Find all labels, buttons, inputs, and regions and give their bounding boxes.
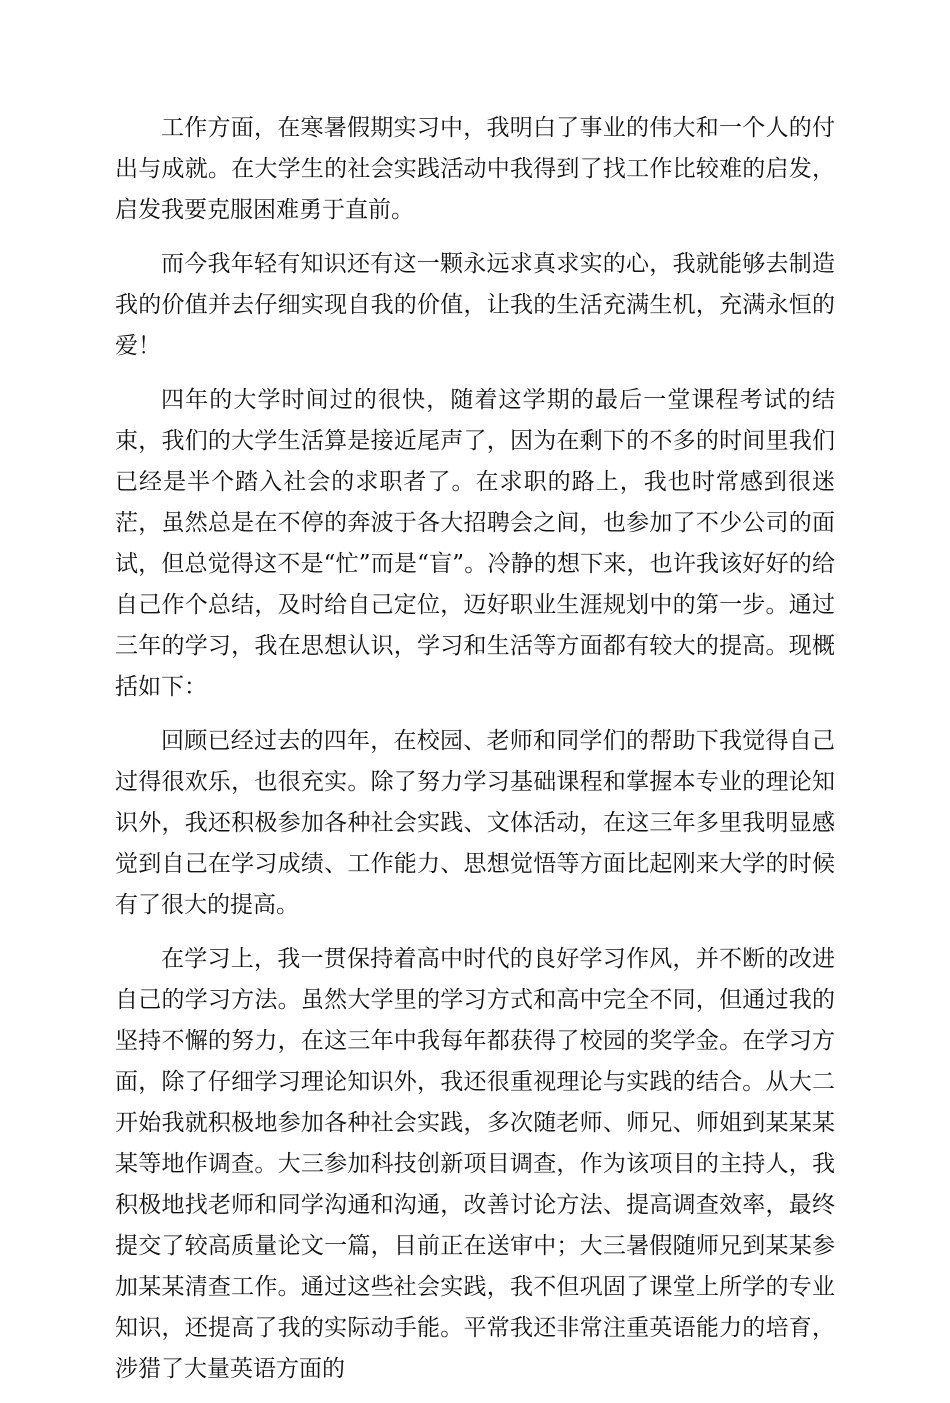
paragraph-work-experience: 工作方面，在寒暑假期实习中，我明白了事业的伟大和一个人的付出与成就。在大学生的社会实践活动中我得到了找工作比较难的启发，启发我要克服困难勇于直前。 bbox=[115, 115, 835, 223]
paragraph-study: 在学习上，我一贯保持着高中时代的良好学习作风，并不断的改进自己的学习方法。虽然大学里的学习方式和高中完全不同，但通过我的坚持不懈的努力，在这三年中我每年都获得了校园的奖学金。在学习方面，除了仔细学习理论知识外，我还很重视理论与实践的结合。从大二开始我就积极地参加各种社会实践，多次随老师、师兄、师姐到某某某某等地作调查。大三参加科技创新项目调查，作为该项目的主持人，我积极地找老师和同学沟通和沟通，改善讨论方法、提高调查效率，最终提交了较高质量论文一篇，目前正在送审中；大三暑假随师兄到某某参加某某清查工作。通过这些社会实践，我不但巩固了课堂上所学的专业知识，还提高了我的实际动手能。平常我还非常注重英语能力的培育，涉猎了大量英语方面的 bbox=[115, 946, 835, 1382]
paragraph-university-summary: 四年的大学时间过的很快，随着这学期的最后一堂课程考试的结束，我们的大学生活算是接近尾声了，因为在剩下的不多的时间里我们已经是半个踏入社会的求职者了。在求职的路上，我也时常感到很迷茫，虽然总是在不停的奔波于各大招聘会之间，也参加了不少公司的面试，但总觉得这不是“忙”而是“盲”。冷静的想下来，也许我该好好的给自己作个总结，及时给自己定位，迈好职业生涯规划中的第一步。通过三年的学习，我在思想认识，学习和生活等方面都有较大的提高。现概括如下： bbox=[115, 387, 835, 700]
paragraph-personal-value: 而今我年轻有知识还有这一颗永远求真求实的心，我就能够去制造我的价值并去仔细实现自我的价值，让我的生活充满生机，充满永恒的爱！ bbox=[115, 251, 835, 359]
paragraph-campus-review: 回顾已经过去的四年，在校园、老师和同学们的帮助下我觉得自己过得很欢乐，也很充实。除了努力学习基础课程和掌握本专业的理论知识外，我还积极参加各种社会实践、文体活动，在这三年多里我明显感觉到自己在学习成绩、工作能力、思想觉悟等方面比起刚来大学的时候有了很大的提高。 bbox=[115, 728, 835, 918]
document-body bbox=[115, 108, 835, 1403]
